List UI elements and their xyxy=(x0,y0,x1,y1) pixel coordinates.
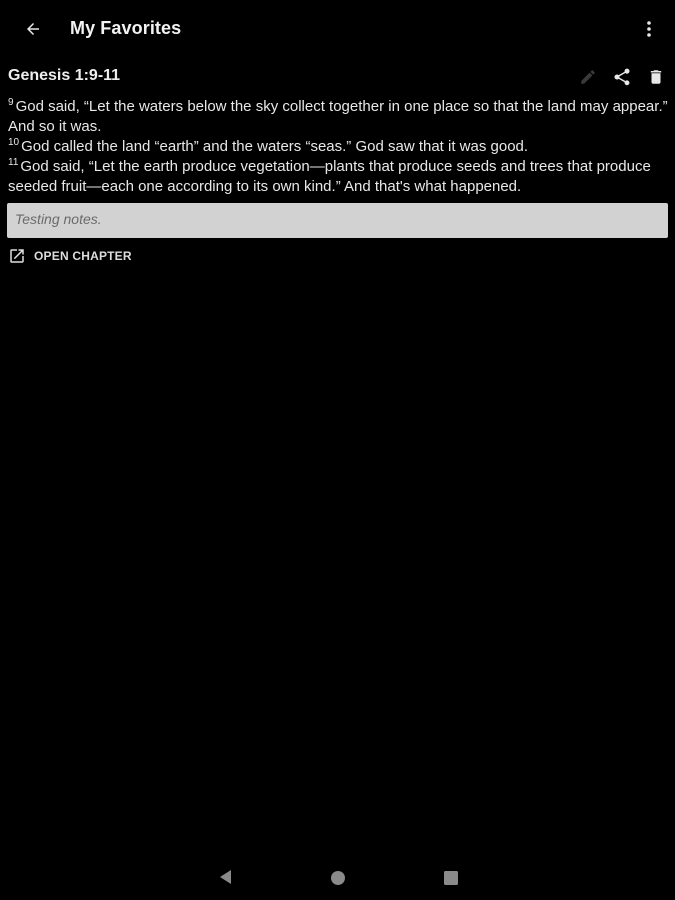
pencil-icon xyxy=(579,68,597,86)
card-actions xyxy=(577,64,667,90)
verse-content: God called the land “earth” and the waters “seas.” God saw that it was good. xyxy=(21,138,529,155)
notes-text: Testing notes. xyxy=(15,211,102,227)
verse-number: 10 xyxy=(8,137,20,148)
delete-button[interactable] xyxy=(645,66,667,88)
verse-number: 11 xyxy=(8,157,19,168)
arrow-left-icon xyxy=(24,20,42,38)
app-bar xyxy=(0,0,675,58)
verse-content: God said, “Let the earth produce vegetation—plants that produce seeds and trees that produce seeded fruit—each one according to its own kind.” And that's what happened. xyxy=(8,158,651,195)
open-in-new-icon xyxy=(8,247,26,265)
share-icon xyxy=(612,67,632,87)
open-chapter-label: OPEN CHAPTER xyxy=(34,249,132,263)
verse xyxy=(8,137,668,157)
nav-recents-square-icon[interactable] xyxy=(443,870,459,886)
overflow-menu-button[interactable] xyxy=(637,14,661,44)
verse xyxy=(8,157,668,197)
verse xyxy=(8,97,668,137)
system-navigation-bar xyxy=(0,856,675,900)
verse-text xyxy=(8,97,668,197)
nav-back-triangle-icon[interactable] xyxy=(217,868,235,886)
more-vert-icon xyxy=(646,20,652,38)
open-chapter-button[interactable] xyxy=(8,246,132,266)
share-button[interactable] xyxy=(611,66,633,88)
nav-home-circle-icon[interactable] xyxy=(330,870,346,886)
back-button[interactable] xyxy=(18,14,48,44)
trash-icon xyxy=(647,67,665,87)
verse-reference: Genesis 1:9-11 xyxy=(8,67,121,84)
verse-number: 9 xyxy=(8,97,14,108)
notes-field[interactable] xyxy=(7,203,668,238)
edit-button[interactable] xyxy=(577,66,599,88)
page-title: My Favorites xyxy=(70,18,182,38)
verse-content: God said, “Let the waters below the sky collect together in one place so that the land may appear.” And so it was. xyxy=(8,98,668,135)
